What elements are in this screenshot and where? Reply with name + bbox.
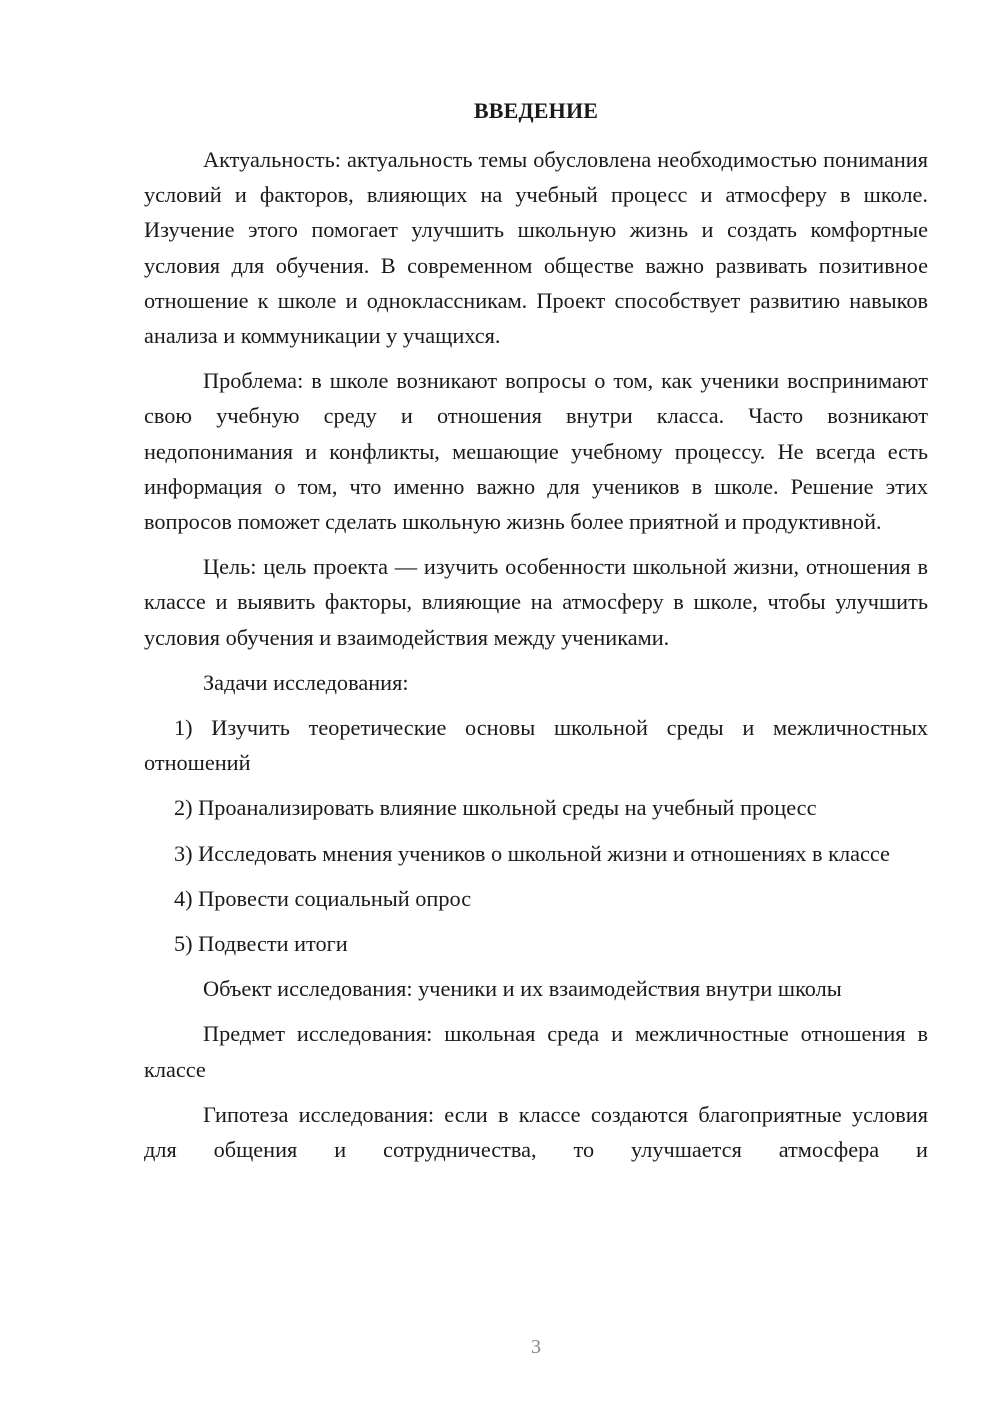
paragraph-hypothesis: Гипотеза исследования: если в классе создаются благоприятные условия для общения и сотрудничества, то улучшается атмосфера и — [144, 1101, 928, 1163]
paragraph-relevance: Актуальность: актуальность темы обусловлена необходимостью понимания условий и факторов, влияющих на учебный процесс и атмосферу в школе. Изучение этого помогает улучшить школьную жизнь и создать комфортные условия для обучения. В современном обществе важно развивать позитивное отношение к школе и одноклассникам. Проект способствует развитию навыков анализа и коммуникации у учащихся. — [144, 147, 928, 349]
task-item-3: 3) Исследовать мнения учеников о школьной жизни и отношениях в классе — [174, 840, 890, 866]
task-item-2: 2) Проанализировать влияние школьной среды на учебный процесс — [174, 795, 817, 821]
tasks-title: Задачи исследования: — [203, 669, 409, 695]
document-body — [144, 142, 928, 1177]
task-item-4: 4) Провести социальный опрос — [174, 885, 472, 911]
paragraph-subject: Предмет исследования: школьная среда и межличностные отношения в классе — [144, 1021, 928, 1082]
paragraph-goal: Цель: цель проекта — изучить особенности школьной жизни, отношения в классе и выявить факторы, влияющие на атмосферу в школе, чтобы улучшить условия обучения и взаимодействия между учениками. — [144, 554, 928, 650]
paragraph-problem: Проблема: в школе возникают вопросы о том, как ученики воспринимают свою учебную среду и отношения внутри класса. Часто возникают недопонимания и конфликты, мешающие учебному процессу. Не всегда есть информация о том, что именно важно для учеников в школе. Решение этих вопросов поможет сделать школьную жизнь более приятной и продуктивной. — [144, 368, 928, 535]
page-number: 3 — [531, 1336, 541, 1358]
task-item-5: 5) Подвести итоги — [174, 931, 348, 957]
section-heading: ВВЕДЕНИЕ — [473, 98, 599, 123]
paragraph-object: Объект исследования: ученики и их взаимодействия внутри школы — [203, 976, 842, 1002]
task-item-1: 1) Изучить теоретические основы школьной среды и межличностных отношений — [144, 715, 928, 776]
